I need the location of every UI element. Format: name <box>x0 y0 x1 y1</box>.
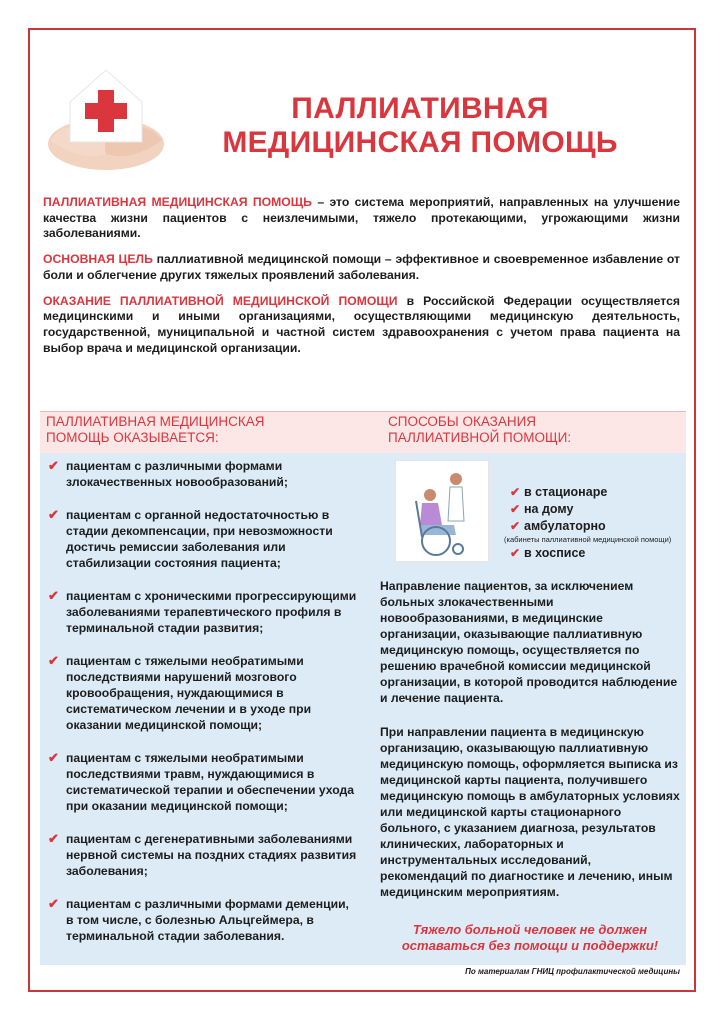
source-note: По материалам ГНИЦ профилактической медицины <box>465 967 680 976</box>
intro-lead: ОСНОВНАЯ ЦЕЛЬ <box>43 252 153 267</box>
list-item: ✔ пациентам с хроническими прогрессирующими заболеваниями терапевтического профиля в терминальной стадии развития; <box>48 588 357 635</box>
check-icon: ✔ <box>510 502 521 516</box>
patient-groups-list <box>48 458 358 961</box>
title-line-1: ПАЛЛИАТИВНАЯ <box>291 92 549 125</box>
wheelchair-patient-illustration <box>395 460 489 562</box>
check-icon: ✔ <box>510 485 521 499</box>
list-item: ✔ пациентам с органной недостаточностью в стадии декомпенсации, при невозможности достичь ремиссии заболевания или стабилизации состояния пациента; <box>48 507 333 570</box>
poster-title <box>190 92 650 160</box>
method-item: ✔ амбулаторно <box>510 519 606 533</box>
list-item: ✔ пациентам с различными формами деменции, в том числе, с болезнью Альцгеймера, в терминальной стадии заболевания. <box>48 896 349 943</box>
outpatient-note: (кабинеты паллиативной медицинской помощи) <box>504 535 672 544</box>
method-item: ✔ в стационаре <box>510 485 608 499</box>
check-icon: ✔ <box>48 653 59 668</box>
referral-text <box>380 578 680 918</box>
check-icon: ✔ <box>48 750 59 765</box>
care-methods-list <box>504 484 690 562</box>
check-icon: ✔ <box>48 507 59 522</box>
referral-paragraph: При направлении пациента в медицинскую организацию, оказывающую паллиативную медицинскую помощь, оформляется выписка из медицинской карты пациента, получившего медицинскую помощь в амбулаторных условиях или медицинской карты стационарного больного, с указанием диагноза, результатов клинических, лабораторных и инструментальных исследований, рекомендаций по диагностике и лечению, иным медицинским мероприятиям. <box>380 725 680 899</box>
left-column-header: ПАЛЛИАТИВНАЯ МЕДИЦИНСКАЯ ПОМОЩЬ ОКАЗЫВАЕТСЯ: <box>46 414 265 445</box>
intro-text: паллиативной медицинской помощи – эффективное и своевременное избавление от боли и облегчение других тяжелых проявлений заболевания. <box>43 252 680 282</box>
list-item: ✔ пациентам с тяжелыми необратимыми последствиями травм, нуждающимися в систематической терапии и обеспечении ухода при оказании медицинской помощи; <box>48 750 355 813</box>
referral-paragraph: Направление пациентов, за исключением больных злокачественными новообразованиями, в медицинские организации, оказывающие паллиативную медицинскую помощь, осуществляется по решению врачебной комиссии медицинской организации, в которой проводится наблюдение и лечение пациента. <box>380 579 678 705</box>
intro-text: – это система мероприятий, направленных на улучшение качества жизни пациентов с неизлечимыми, тяжело протекающими, угрожающими жизни заболеваниями. <box>43 195 680 241</box>
method-item: ✔ в хосписе <box>510 546 586 560</box>
title-line-2: МЕДИЦИНСКАЯ ПОМОЩЬ <box>222 126 618 159</box>
check-icon: ✔ <box>48 831 59 846</box>
slogan: Тяжело больной человек не должен оставаться без помощи и поддержки! <box>401 922 659 953</box>
list-item: ✔ пациентам с дегенеративными заболеваниями нервной системы на поздних стадиях развития заболевания; <box>48 831 357 878</box>
hands-house-cross-icon <box>40 44 172 176</box>
check-icon: ✔ <box>48 896 59 911</box>
intro-paragraph-definition <box>43 195 680 242</box>
right-column-header: СПОСОБЫ ОКАЗАНИЯ ПАЛЛИАТИВНОЙ ПОМОЩИ: <box>388 414 572 445</box>
check-icon: ✔ <box>510 546 521 560</box>
method-item: ✔ на дому <box>510 502 574 516</box>
check-icon: ✔ <box>48 458 59 473</box>
list-item: ✔ пациентам с тяжелыми необратимыми последствиями нарушений мозгового кровообращения, нуждающимися в систематическом лечении и в уходе при оказании медицинской помощи; <box>48 653 312 732</box>
intro-lead: ПАЛЛИАТИВНАЯ МЕДИЦИНСКАЯ ПОМОЩЬ <box>43 195 312 209</box>
intro-paragraph-goal <box>43 252 680 283</box>
intro-section <box>43 195 680 366</box>
list-item: ✔ пациентам с различными формами злокачественных новообразований; <box>48 458 288 489</box>
intro-text: в Российской Федерации осуществляется медицинскими и иными организациями, осуществляющими медицинскую деятельность, государственной, муниципальной и частной систем здравоохранения с учетом права пациента на выбор врача и медицинской организации. <box>43 293 680 355</box>
check-icon: ✔ <box>48 588 59 603</box>
check-icon: ✔ <box>510 519 521 533</box>
intro-paragraph-provision <box>43 294 680 357</box>
intro-lead: ОКАЗАНИЕ ПАЛЛИАТИВНОЙ МЕДИЦИНСКОЙ ПОМОЩИ <box>43 293 398 308</box>
